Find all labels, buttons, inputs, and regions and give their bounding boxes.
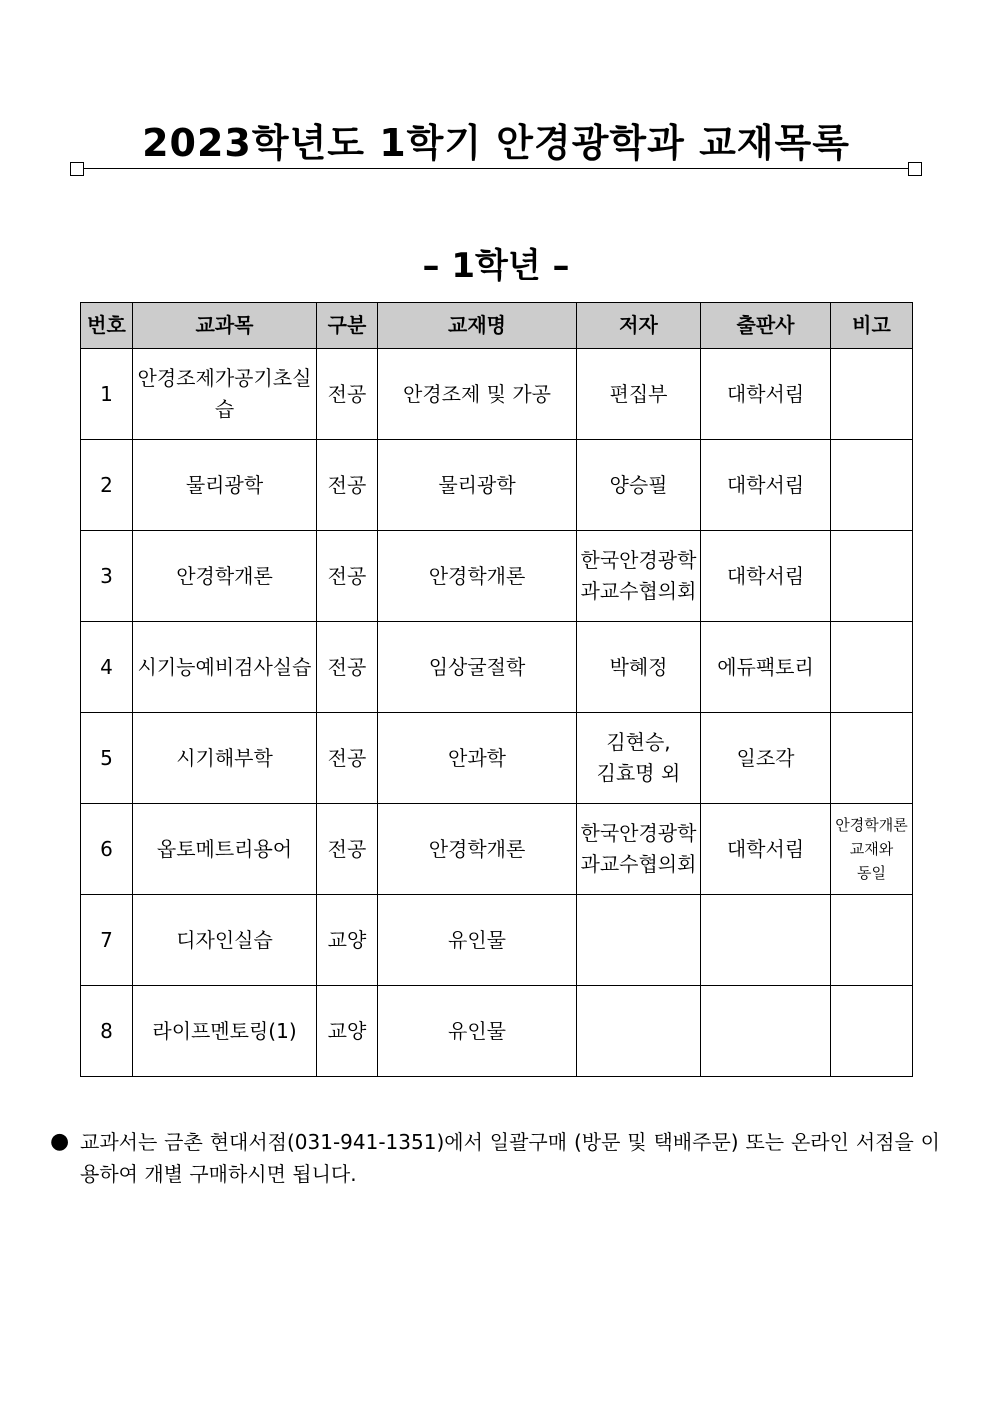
table-row (81, 986, 913, 1077)
cell-number: 8 (81, 986, 133, 1077)
table-row (81, 622, 913, 713)
cell-number: 2 (81, 440, 133, 531)
cell-category: 교양 (317, 986, 378, 1077)
header-author: 저자 (577, 303, 701, 349)
cell-textbook: 유인물 (378, 986, 577, 1077)
cell-course: 시기능예비검사실습 (133, 622, 317, 713)
table-row (81, 895, 913, 986)
cell-textbook: 안경조제 및 가공 (378, 349, 577, 440)
cell-textbook: 유인물 (378, 895, 577, 986)
cell-number: 5 (81, 713, 133, 804)
cell-textbook: 안과학 (378, 713, 577, 804)
cell-course: 시기해부학 (133, 713, 317, 804)
header-number: 번호 (81, 303, 133, 349)
cell-course: 라이프멘토링(1) (133, 986, 317, 1077)
cell-category: 전공 (317, 713, 378, 804)
purchase-note (50, 1126, 940, 1190)
cell-author: 박혜정 (577, 622, 701, 713)
cell-author: 한국안경광학과교수협의회 (577, 804, 701, 895)
cell-textbook: 안경학개론 (378, 531, 577, 622)
cell-remarks (831, 895, 913, 986)
cell-course: 옵토메트리용어 (133, 804, 317, 895)
cell-textbook: 물리광학 (378, 440, 577, 531)
cell-author: 한국안경광학과교수협의회 (577, 531, 701, 622)
cell-publisher: 에듀팩토리 (701, 622, 831, 713)
header-category: 구분 (317, 303, 378, 349)
cell-textbook: 안경학개론 (378, 804, 577, 895)
cell-category: 전공 (317, 531, 378, 622)
section-subtitle: – 1학년 – (422, 246, 570, 286)
title-underline-left-box (70, 162, 84, 176)
bullet-icon: ● (50, 1129, 70, 1154)
table-row (81, 713, 913, 804)
header-course: 교과목 (133, 303, 317, 349)
cell-category: 교양 (317, 895, 378, 986)
cell-author (577, 895, 701, 986)
cell-course: 디자인실습 (133, 895, 317, 986)
cell-remarks: 안경학개론 교재와 동일 (831, 804, 913, 895)
cell-category: 전공 (317, 349, 378, 440)
cell-author (577, 986, 701, 1077)
cell-remarks (831, 531, 913, 622)
cell-remarks (831, 440, 913, 531)
cell-remarks (831, 713, 913, 804)
cell-number: 4 (81, 622, 133, 713)
cell-publisher (701, 895, 831, 986)
cell-publisher: 대학서림 (701, 804, 831, 895)
cell-course: 물리광학 (133, 440, 317, 531)
cell-remarks (831, 349, 913, 440)
cell-publisher: 대학서림 (701, 440, 831, 531)
title-underline (78, 168, 914, 169)
header-textbook: 교재명 (378, 303, 577, 349)
cell-remarks (831, 622, 913, 713)
cell-author: 편집부 (577, 349, 701, 440)
cell-textbook: 임상굴절학 (378, 622, 577, 713)
purchase-note-text: 교과서는 금촌 현대서점(031-941-1351)에서 일괄구매 (방문 및 택배주문) 또는 온라인 서점을 이용하여 개별 구매하시면 됩니다. (80, 1130, 940, 1186)
title-underline-right-box (908, 162, 922, 176)
table-row (81, 531, 913, 622)
table-row (81, 440, 913, 531)
cell-course: 안경조제가공기초실습 (133, 349, 317, 440)
cell-category: 전공 (317, 440, 378, 531)
cell-author: 김현승, 김효명 외 (577, 713, 701, 804)
textbook-table (80, 302, 913, 1077)
cell-number: 1 (81, 349, 133, 440)
cell-number: 7 (81, 895, 133, 986)
cell-number: 6 (81, 804, 133, 895)
cell-remarks (831, 986, 913, 1077)
header-publisher: 출판사 (701, 303, 831, 349)
page-title: 2023학년도 1학기 안경광학과 교재목록 (142, 121, 850, 165)
cell-publisher: 대학서림 (701, 349, 831, 440)
cell-publisher: 일조각 (701, 713, 831, 804)
cell-author: 양승필 (577, 440, 701, 531)
cell-course: 안경학개론 (133, 531, 317, 622)
cell-category: 전공 (317, 804, 378, 895)
table-row (81, 349, 913, 440)
cell-publisher (701, 986, 831, 1077)
table-row (81, 804, 913, 895)
cell-number: 3 (81, 531, 133, 622)
cell-publisher: 대학서림 (701, 531, 831, 622)
cell-category: 전공 (317, 622, 378, 713)
header-remarks: 비고 (831, 303, 913, 349)
table-header-row (81, 303, 913, 349)
